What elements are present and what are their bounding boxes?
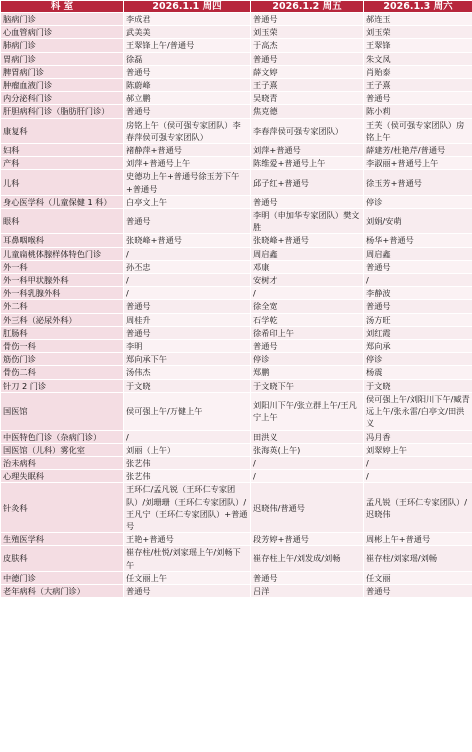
day3-cell: 侯可强上午/刘阳川下午/臧青远上午/张永雷/白亭文/田洪义 bbox=[364, 392, 472, 430]
table-row bbox=[1, 366, 472, 379]
day2-cell: 徐全宽 bbox=[251, 300, 364, 313]
dept-cell: 筋伤门诊 bbox=[1, 353, 124, 366]
dept-cell: 肝胆病科门诊（脂肪肝门诊） bbox=[1, 105, 124, 118]
header-dept: 科 室 bbox=[1, 1, 124, 13]
day2-cell: 迟晓伟/普通号 bbox=[251, 483, 364, 533]
day3-cell: 刘娟/安萌 bbox=[364, 209, 472, 234]
day2-cell: 刘萍+普通号 bbox=[251, 144, 364, 157]
table-row bbox=[1, 379, 472, 392]
header-row bbox=[1, 1, 472, 13]
header-day-2: 2026.1.2 周五 bbox=[251, 1, 364, 13]
table-row bbox=[1, 105, 472, 118]
day1-cell: 徐磊 bbox=[124, 52, 251, 65]
dept-cell: 妇科 bbox=[1, 144, 124, 157]
day3-cell: 杨华+普通号 bbox=[364, 234, 472, 247]
day3-cell: 汤方旺 bbox=[364, 313, 472, 326]
day1-cell: 周桂升 bbox=[124, 313, 251, 326]
day3-cell: 于文晓 bbox=[364, 379, 472, 392]
day3-cell: 冯月香 bbox=[364, 430, 472, 443]
day1-cell: 郝立鹏 bbox=[124, 92, 251, 105]
table-row bbox=[1, 313, 472, 326]
day3-cell: 周启鑫 bbox=[364, 247, 472, 260]
table-row bbox=[1, 52, 472, 65]
day3-cell: 郝连玉 bbox=[364, 13, 472, 26]
dept-cell: 脾胃病门诊 bbox=[1, 65, 124, 78]
dept-cell: 针灸科 bbox=[1, 483, 124, 533]
day1-cell: 房铭上午（侯可强专家团队）李春萍侯可强专家团队） bbox=[124, 118, 251, 143]
day2-cell: 田洪义 bbox=[251, 430, 364, 443]
day2-cell: 徐希印上午 bbox=[251, 326, 364, 339]
dept-cell: 肺病门诊 bbox=[1, 39, 124, 52]
day3-cell: 肖贻泰 bbox=[364, 65, 472, 78]
table-row bbox=[1, 195, 472, 208]
dept-cell: 康复科 bbox=[1, 118, 124, 143]
day2-cell: 普通号 bbox=[251, 340, 364, 353]
table-row bbox=[1, 571, 472, 584]
day2-cell: 李明（申加华专家团队）樊文胜 bbox=[251, 209, 364, 234]
dept-cell: 肛肠科 bbox=[1, 326, 124, 339]
dept-cell: 外一科甲状腺外科 bbox=[1, 274, 124, 287]
table-row bbox=[1, 79, 472, 92]
dept-cell: 产科 bbox=[1, 157, 124, 170]
day2-cell: 陈维爱+普通号上午 bbox=[251, 157, 364, 170]
dept-cell: 老年病科（大病门诊） bbox=[1, 584, 124, 597]
day1-cell: 王环仁/孟凡锐（王环仁专家团队）/刘珊珊（王环仁专家团队）/王凡宁（王环仁专家团队）+普通号 bbox=[124, 483, 251, 533]
dept-cell: 脑病门诊 bbox=[1, 13, 124, 26]
day1-cell: 任文丽上午 bbox=[124, 571, 251, 584]
dept-cell: 骨伤一科 bbox=[1, 340, 124, 353]
dept-cell: 针刀 2 门诊 bbox=[1, 379, 124, 392]
day2-cell: 于文晓下午 bbox=[251, 379, 364, 392]
day2-cell: 吴晓青 bbox=[251, 92, 364, 105]
header-day-3: 2026.1.3 周六 bbox=[364, 1, 472, 13]
dept-cell: 中德门诊 bbox=[1, 571, 124, 584]
dept-cell: 肿瘤血液门诊 bbox=[1, 79, 124, 92]
day2-cell: 王子熹 bbox=[251, 79, 364, 92]
day1-cell: 普通号 bbox=[124, 209, 251, 234]
dept-cell: 生殖医学科 bbox=[1, 533, 124, 546]
day1-cell: 褚静萍+普通号 bbox=[124, 144, 251, 157]
day3-cell: 崔存柱/刘家瑶/刘畅 bbox=[364, 546, 472, 571]
day2-cell: 张晓峰+普通号 bbox=[251, 234, 364, 247]
table-row bbox=[1, 584, 472, 597]
day1-cell: 王艳+普通号 bbox=[124, 533, 251, 546]
dept-cell: 国医馆 bbox=[1, 392, 124, 430]
day3-cell: / bbox=[364, 274, 472, 287]
table-row bbox=[1, 26, 472, 39]
day1-cell: 普通号 bbox=[124, 326, 251, 339]
day1-cell: 张艺伟 bbox=[124, 470, 251, 483]
day3-cell: 任文丽 bbox=[364, 571, 472, 584]
dept-cell: 皮肤科 bbox=[1, 546, 124, 571]
table-row bbox=[1, 39, 472, 52]
day3-cell: / bbox=[364, 470, 472, 483]
dept-cell: 眼科 bbox=[1, 209, 124, 234]
table-row bbox=[1, 326, 472, 339]
dept-cell: 外一科 bbox=[1, 260, 124, 273]
table-row bbox=[1, 546, 472, 571]
day2-cell: 郑鹏 bbox=[251, 366, 364, 379]
day1-cell: 侯可强上午/万健上午 bbox=[124, 392, 251, 430]
day3-cell: 周彬上午+普通号 bbox=[364, 533, 472, 546]
day1-cell: 普通号 bbox=[124, 105, 251, 118]
dept-cell: 外二科 bbox=[1, 300, 124, 313]
table-row bbox=[1, 209, 472, 234]
table-row bbox=[1, 430, 472, 443]
day2-cell: 邓康 bbox=[251, 260, 364, 273]
dept-cell: 身心医学科（儿童保健 1 科） bbox=[1, 195, 124, 208]
day2-cell: 停诊 bbox=[251, 353, 364, 366]
day1-cell: / bbox=[124, 287, 251, 300]
day1-cell: 普通号 bbox=[124, 300, 251, 313]
day3-cell: 李淑丽+普通号上午 bbox=[364, 157, 472, 170]
day2-cell: 普通号 bbox=[251, 52, 364, 65]
dept-cell: 外三科（泌尿外科） bbox=[1, 313, 124, 326]
table-row bbox=[1, 533, 472, 546]
day2-cell: / bbox=[251, 287, 364, 300]
day2-cell: 邱子红+普通号 bbox=[251, 170, 364, 195]
day2-cell: 段芳婷+普通号 bbox=[251, 533, 364, 546]
table-row bbox=[1, 443, 472, 456]
dept-cell: 中医特色门诊（杂病门诊） bbox=[1, 430, 124, 443]
table-row bbox=[1, 157, 472, 170]
dept-cell: 心血管病门诊 bbox=[1, 26, 124, 39]
day3-cell: 刘玉荣 bbox=[364, 26, 472, 39]
day1-cell: / bbox=[124, 430, 251, 443]
table-row bbox=[1, 340, 472, 353]
day2-cell: 安树才 bbox=[251, 274, 364, 287]
day1-cell: / bbox=[124, 274, 251, 287]
day1-cell: 刘丽（上午） bbox=[124, 443, 251, 456]
table-row bbox=[1, 353, 472, 366]
table-row bbox=[1, 13, 472, 26]
dept-cell: 耳鼻咽喉科 bbox=[1, 234, 124, 247]
day3-cell: 刘红霞 bbox=[364, 326, 472, 339]
day3-cell: 王子熹 bbox=[364, 79, 472, 92]
header-day-1: 2026.1.1 周四 bbox=[124, 1, 251, 13]
day2-cell: 周启鑫 bbox=[251, 247, 364, 260]
dept-cell: 内分泌科门诊 bbox=[1, 92, 124, 105]
day3-cell: 普通号 bbox=[364, 584, 472, 597]
day2-cell: 张海英(上午) bbox=[251, 443, 364, 456]
day3-cell: 陈小莉 bbox=[364, 105, 472, 118]
dept-cell: 国医馆（儿科）雾化室 bbox=[1, 443, 124, 456]
day2-cell: / bbox=[251, 456, 364, 469]
dept-cell: 骨伤二科 bbox=[1, 366, 124, 379]
table-row bbox=[1, 392, 472, 430]
day2-cell: 普通号 bbox=[251, 13, 364, 26]
day2-cell: 刘阳川下午/张立群上午/王凡宁上午 bbox=[251, 392, 364, 430]
day1-cell: 白亭文上午 bbox=[124, 195, 251, 208]
day2-cell: 普通号 bbox=[251, 195, 364, 208]
day3-cell: 普通号 bbox=[364, 92, 472, 105]
day3-cell: 刘翠婷上午 bbox=[364, 443, 472, 456]
day1-cell: 武美美 bbox=[124, 26, 251, 39]
table-row bbox=[1, 144, 472, 157]
day2-cell: 于高杰 bbox=[251, 39, 364, 52]
day1-cell: 汤伟杰 bbox=[124, 366, 251, 379]
day1-cell: 崔存柱/杜悦/刘家瑶上午/刘畅下午 bbox=[124, 546, 251, 571]
day2-cell: 普通号 bbox=[251, 571, 364, 584]
dept-cell: 儿童扁桃体腺样体特色门诊 bbox=[1, 247, 124, 260]
day3-cell: 王芙（侯可强专家团队）房铭上午 bbox=[364, 118, 472, 143]
day3-cell: 停诊 bbox=[364, 195, 472, 208]
day2-cell: 刘玉荣 bbox=[251, 26, 364, 39]
table-row bbox=[1, 300, 472, 313]
day3-cell: 停诊 bbox=[364, 353, 472, 366]
day3-cell: 杨震 bbox=[364, 366, 472, 379]
table-row bbox=[1, 260, 472, 273]
table-row bbox=[1, 170, 472, 195]
table-row bbox=[1, 92, 472, 105]
day3-cell: 普通号 bbox=[364, 300, 472, 313]
day3-cell: 李静波 bbox=[364, 287, 472, 300]
day1-cell: 史德功上午+普通号徐玉芳下午+普通号 bbox=[124, 170, 251, 195]
table-row bbox=[1, 287, 472, 300]
day1-cell: 张晓峰+普通号 bbox=[124, 234, 251, 247]
day1-cell: 郑向承下午 bbox=[124, 353, 251, 366]
table-row bbox=[1, 483, 472, 533]
day1-cell: 王翠锋上午/普通号 bbox=[124, 39, 251, 52]
day1-cell: 李成君 bbox=[124, 13, 251, 26]
day1-cell: / bbox=[124, 247, 251, 260]
day1-cell: 孙丕忠 bbox=[124, 260, 251, 273]
dept-cell: 儿科 bbox=[1, 170, 124, 195]
table-row bbox=[1, 247, 472, 260]
day2-cell: 薛文婷 bbox=[251, 65, 364, 78]
day3-cell: 孟凡锐（王环仁专家团队）/迟晓伟 bbox=[364, 483, 472, 533]
day2-cell: 吕洋 bbox=[251, 584, 364, 597]
table-row bbox=[1, 65, 472, 78]
day2-cell: / bbox=[251, 470, 364, 483]
day1-cell: 普通号 bbox=[124, 65, 251, 78]
table-row bbox=[1, 234, 472, 247]
day1-cell: 普通号 bbox=[124, 584, 251, 597]
dept-cell: 胃病门诊 bbox=[1, 52, 124, 65]
day3-cell: / bbox=[364, 456, 472, 469]
day2-cell: 石学乾 bbox=[251, 313, 364, 326]
day3-cell: 王翠锋 bbox=[364, 39, 472, 52]
day1-cell: 张艺伟 bbox=[124, 456, 251, 469]
day3-cell: 普通号 bbox=[364, 260, 472, 273]
table-row bbox=[1, 456, 472, 469]
dept-cell: 治未病科 bbox=[1, 456, 124, 469]
day2-cell: 崔存柱上午/刘发成/刘畅 bbox=[251, 546, 364, 571]
table-row bbox=[1, 274, 472, 287]
day3-cell: 徐玉芳+普通号 bbox=[364, 170, 472, 195]
dept-cell: 心理失眠科 bbox=[1, 470, 124, 483]
dept-cell: 外一科乳腺外科 bbox=[1, 287, 124, 300]
day3-cell: 朱文凤 bbox=[364, 52, 472, 65]
day1-cell: 李明 bbox=[124, 340, 251, 353]
day2-cell: 焦克德 bbox=[251, 105, 364, 118]
day1-cell: 陈蔚峰 bbox=[124, 79, 251, 92]
day1-cell: 于文晓 bbox=[124, 379, 251, 392]
day3-cell: 薛建芳/杜艳芹/普通号 bbox=[364, 144, 472, 157]
table-row bbox=[1, 470, 472, 483]
day2-cell: 李春萍侯可强专家团队） bbox=[251, 118, 364, 143]
day3-cell: 郑向承 bbox=[364, 340, 472, 353]
table-row bbox=[1, 118, 472, 143]
day1-cell: 刘萍+普通号上午 bbox=[124, 157, 251, 170]
